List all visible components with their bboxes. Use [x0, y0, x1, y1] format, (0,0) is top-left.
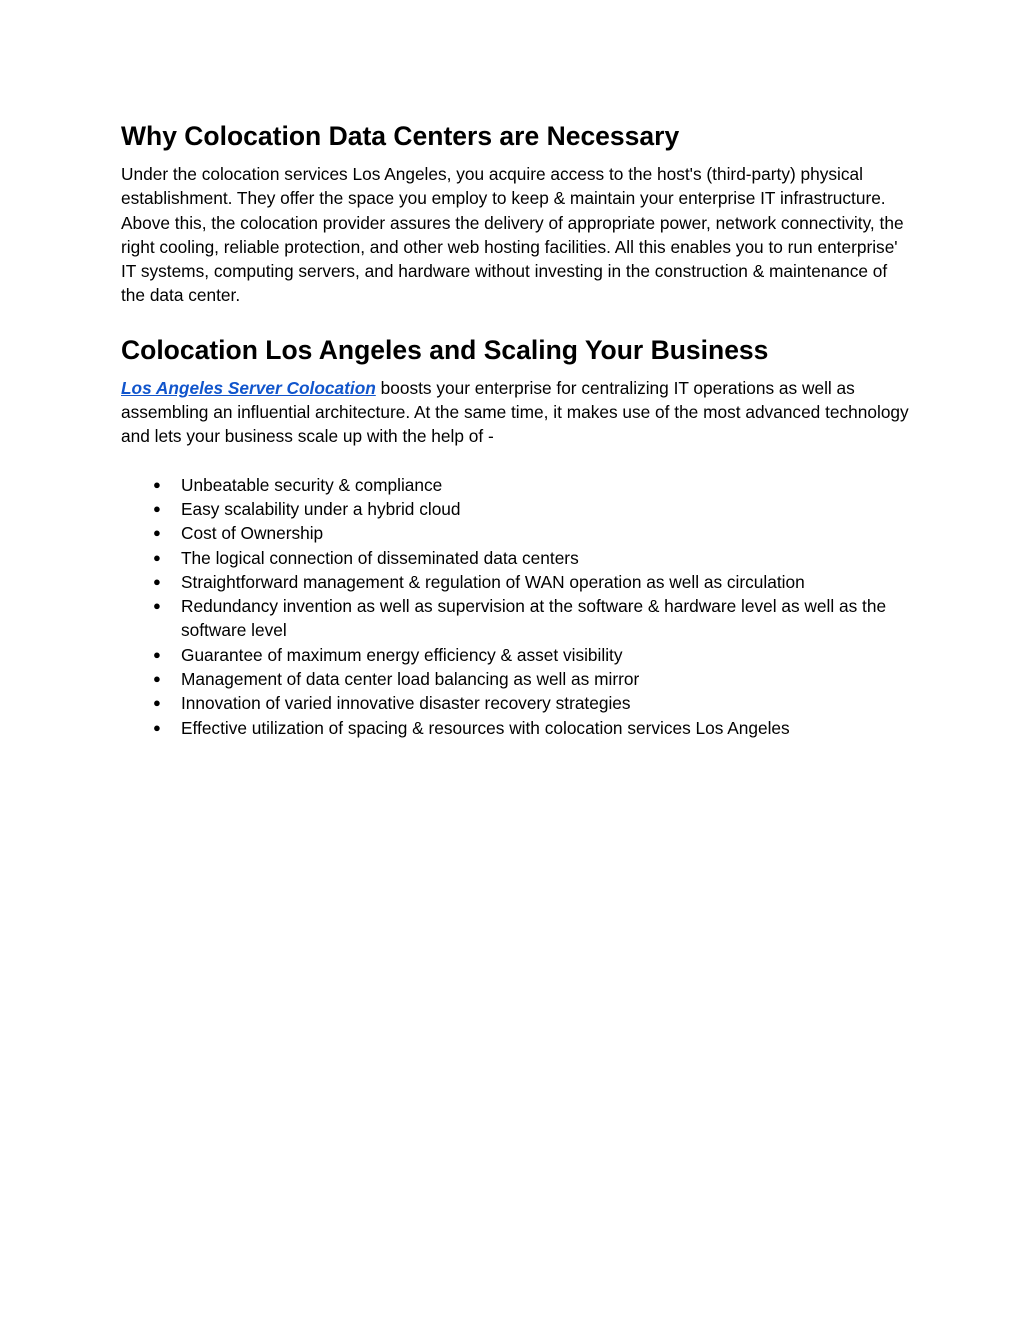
list-item-text: Effective utilization of spacing & resources with colocation services Los Angeles	[181, 717, 790, 738]
bullet-icon: ●	[153, 525, 161, 541]
bullet-icon: ●	[153, 646, 161, 662]
list-item-text: Guarantee of maximum energy efficiency & asset visibility	[181, 644, 623, 665]
section-paragraph: Under the colocation services Los Angeles, you acquire access to the host's (third-party) physical establishment. They offer the space you employ to keep & maintain your enterprise IT infrastructure. Above this, the colocation provider assures the delivery of appropriate power, network connectivity, the right cooling, reliable protection, and other web hosting facilities. All this enables you to run enterprise' IT systems, computing servers, and hardware without investing in the construction & maintenance of the data center.	[121, 164, 904, 306]
bullet-icon: ●	[153, 695, 161, 711]
paragraph-text: boosts your enterprise for centralizing IT operations as well as assembling an influential architecture. At the same time, it makes use of the most advanced technology and lets your business scale up with the help of -	[121, 377, 909, 447]
bullet-icon: ●	[153, 598, 161, 614]
server-colocation-link[interactable]: Los Angeles Server Colocation	[121, 377, 376, 398]
list-item	[121, 473, 911, 497]
bullet-icon: ●	[153, 573, 161, 589]
list-item-text: Easy scalability under a hybrid cloud	[181, 498, 461, 519]
list-item	[121, 643, 911, 667]
list-item-text: Innovation of varied innovative disaster recovery strategies	[181, 693, 631, 714]
list-item	[121, 497, 911, 521]
list-item-text: Unbeatable security & compliance	[181, 474, 443, 495]
list-item-text: The logical connection of disseminated data centers	[181, 547, 579, 568]
list-item-text: Cost of Ownership	[181, 523, 324, 544]
bullet-icon: ●	[153, 476, 161, 492]
section-paragraph	[121, 376, 911, 449]
list-item	[121, 594, 911, 643]
list-item	[121, 691, 911, 715]
section-heading: Colocation Los Angeles and Scaling Your Business	[121, 334, 769, 365]
list-item-text: Management of data center load balancing as well as mirror	[181, 669, 640, 690]
list-item-text: Straightforward management & regulation of WAN operation as well as circulation	[181, 571, 805, 592]
section-heading: Why Colocation Data Centers are Necessary	[121, 121, 680, 151]
benefits-list	[121, 473, 911, 740]
document-page	[121, 115, 911, 740]
bullet-icon: ●	[153, 549, 161, 565]
list-item-text: Redundancy invention as well as supervision at the software & hardware level as well as the software level	[181, 596, 887, 641]
bullet-icon: ●	[153, 671, 161, 687]
bullet-icon: ●	[153, 719, 161, 735]
bullet-icon: ●	[153, 500, 161, 516]
list-item	[121, 570, 911, 594]
list-item	[121, 546, 911, 570]
list-item	[121, 521, 911, 545]
list-item	[121, 667, 911, 691]
list-item	[121, 716, 911, 740]
